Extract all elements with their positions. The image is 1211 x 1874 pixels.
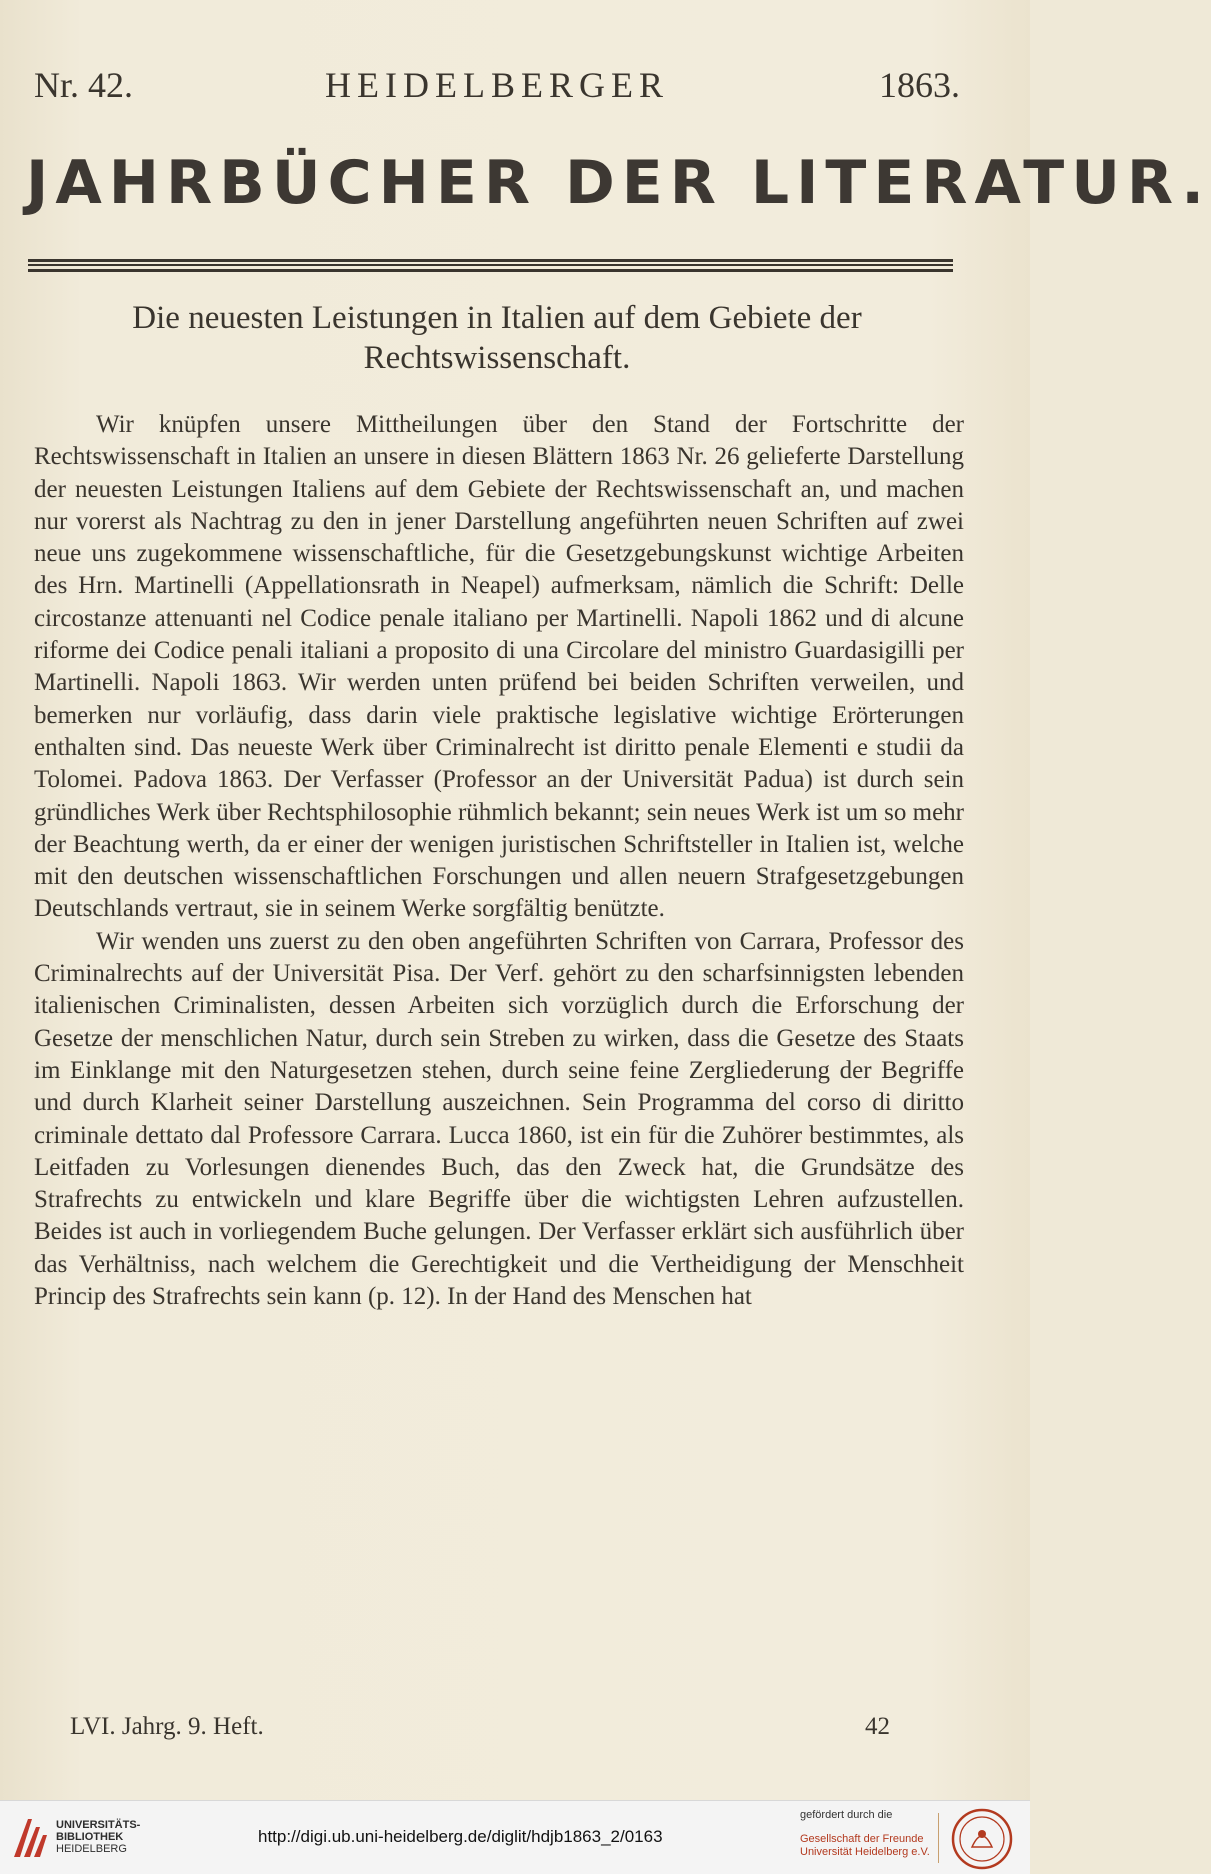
year: 1863. bbox=[879, 65, 960, 105]
library-logo-icon[interactable] bbox=[10, 1813, 50, 1861]
title-rule bbox=[28, 264, 953, 266]
university-seal-icon bbox=[950, 1807, 1014, 1871]
article-title bbox=[34, 298, 960, 378]
page-number: 42 bbox=[865, 1713, 890, 1740]
issue-number: Nr. 42. bbox=[34, 65, 133, 105]
divider bbox=[938, 1813, 939, 1863]
signature-mark: LVI. Jahrg. 9. Heft. bbox=[70, 1713, 264, 1740]
journal-name: HEIDELBERGER bbox=[325, 65, 669, 105]
article-body bbox=[34, 409, 964, 1313]
running-head bbox=[34, 64, 960, 114]
paragraph: Wir wenden uns zuerst zu den oben angeführten Schriften von Carrara, Professor des Criminalrechts auf der Universität Pisa. Der Verf. gehört zu den scharfsinnigsten lebenden italienischen Criminalisten, dessen Arbeiten sich vorzüglich durch die Erforschung der Gesetze der menschlichen Natur, durch sein Streben zu wirken, dass die Gesetze des Staats im Einklange mit den Naturgesetzen stehen, durch seine feine Zergliederung der Begriffe und durch Klarheit seiner Darstellung auszeichnen. Sein Programma del corso di diritto criminale dettato dal Professore Carrara. Lucca 1860, ist ein für die Zuhörer bestimmtes, als Leitfaden zu Vorlesungen dienendes Buch, das den Zweck hat, die Grundsätze des Strafrechts zu entwickeln und klare Begriffe über die wichtigsten Lehren aufzustellen. Beides ist auch in vorliegendem Buche gelungen. Der Verfasser erklärt sich ausführlich über das Verhältniss, nach welchem die Gerechtigkeit und die Vertheidigung der Menschheit Princip des Strafrechts sein kann (p. 12). In der Hand des Menschen hat bbox=[34, 927, 964, 1311]
article-title-line: Die neuesten Leistungen in Italien auf dem Gebiete der bbox=[132, 300, 862, 336]
paragraph: Wir knüpfen unsere Mittheilungen über den Stand der Fortschritte der Rechtswissenschaft in Italien an unsere in diesen Blättern 1863 Nr. 26 gelieferte Darstellung der neuesten Leistungen Italiens auf dem Gebiete der Rechtswissenschaft an, und machen nur vorerst als Nachtrag zu den in jener Darstellung angeführten neuen Schriften auf zwei neue uns zugekommene wissenschaftliche, für die Gesetzgebungskunst wichtige Arbeiten des Hrn. Martinelli (Appellationsrath in Neapel) aufmerksam, nämlich die Schrift: Delle circostanze attenuanti nel Codice penale italiano per Martinelli. Napoli 1862 und di alcune riforme dei Codice penali italiani a proposito di una Circolare del ministro Guardasigilli per Martinelli. Napoli 1863. Wir werden unten prüfend bei beiden Schriften verweilen, und bemerken nur vorläufig, dass darin viele praktische legislative wichtige Erörterungen enthalten sind. Das neueste Werk über Criminalrecht ist diritto penale Elementi e studii da Tolomei. Padova 1863. Der Verfasser (Professor an der Universität Padua) ist durch sein gründliches Werk über Rechtsphilosophie rühmlich bekannt; sein neues Werk ist um so mehr der Beachtung werth, da er einer der wenigen juristischen Schriftsteller in Italien ist, welche mit den deutschen wissenschaftlichen Forschungen und allen neuern Strafgesetzgebungen Deutschlands vertraut, sie in seinem Werke sorgfältig benützte. bbox=[34, 411, 964, 923]
sponsor-name[interactable]: Gesellschaft der Freunde Universität Heidelberg e.V. bbox=[800, 1833, 930, 1858]
title-rule bbox=[28, 269, 953, 272]
permalink-url[interactable]: http://digi.ub.uni-heidelberg.de/diglit/hdjb1863_2/0163 bbox=[258, 1827, 663, 1846]
sponsor-label: gefördert durch die bbox=[800, 1809, 893, 1821]
viewer-bar bbox=[0, 1800, 1030, 1874]
title-rule bbox=[28, 259, 953, 262]
journal-title: JAHRBÜCHER DER LITERATUR. bbox=[26, 148, 1211, 218]
library-name: UNIVERSITÄTS- BIBLIOTHEK HEIDELBERG bbox=[56, 1819, 141, 1855]
article-title-line: Rechtswissenschaft. bbox=[363, 340, 631, 376]
